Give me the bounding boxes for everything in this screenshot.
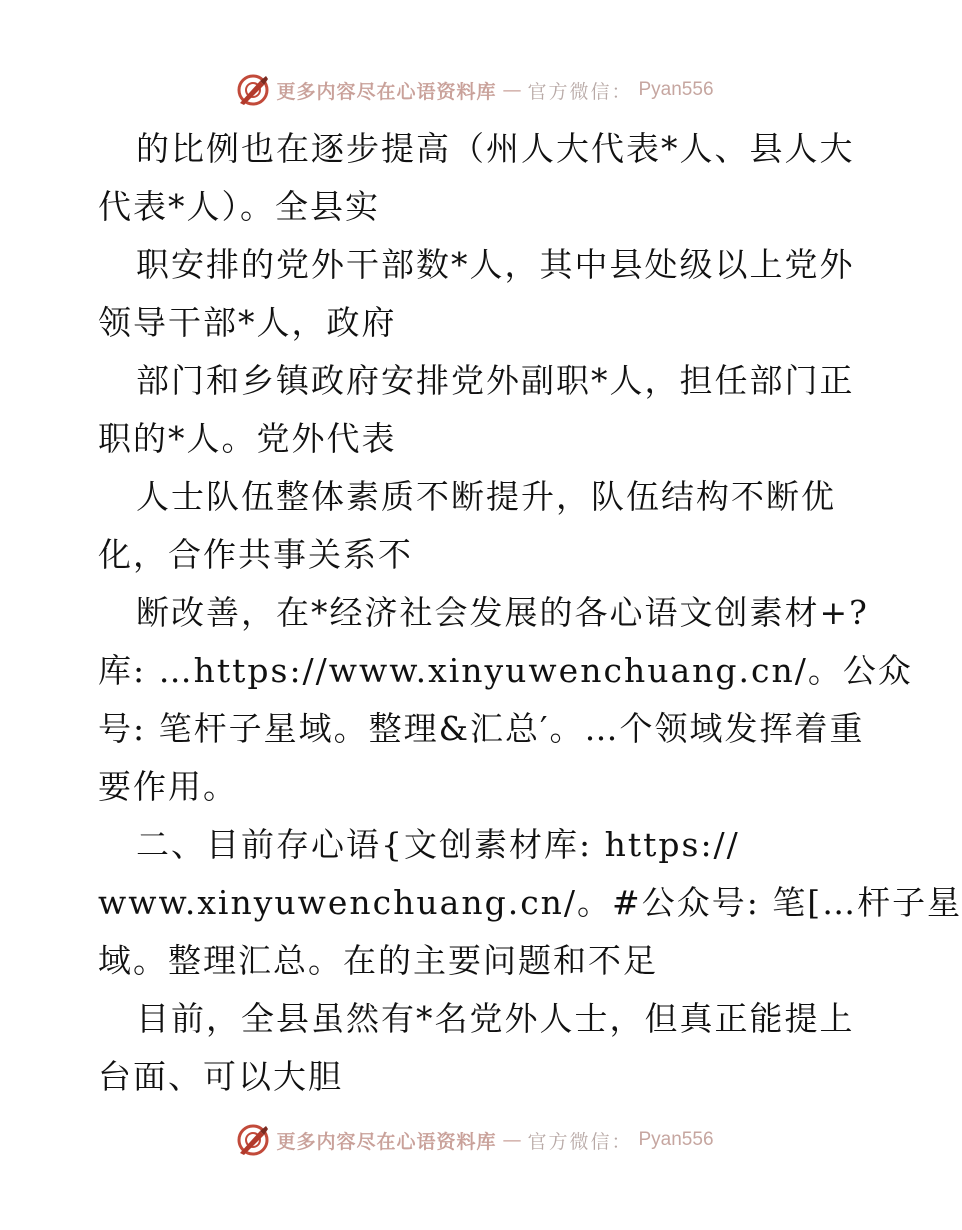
text-line: 部门和乡镇政府安排党外副职*人，担任部门正 [136,361,855,400]
wechat-label: 官方微信： [527,1130,633,1153]
text-line: 号: 笔杆子星域。整理&汇总′。…个领域发挥着重 [98,709,865,748]
text-line: 目前，全县虽然有*名党外人士，但真正能提上 [136,999,855,1038]
text-line: 库: …https://www.xinyuwenchuang.cn/。公众 [98,651,913,690]
text-line: 的比例也在逐步提高（州人大代表*人、县人大 [136,129,855,168]
text-line: 要作用。 [98,767,238,806]
footer-banner [0,1120,950,1160]
text-line: 领导干部*人，政府 [98,303,397,342]
document-body [98,120,962,1106]
header-banner [0,70,950,110]
brand-text: 更多内容尽在心语资料库 [276,1130,497,1153]
text-line: 代表*人）。全县实 [98,187,380,226]
text-line: 台面、可以大胆 [98,1057,343,1096]
brand-text: 更多内容尽在心语资料库 [276,80,497,103]
brand-logo-icon [236,73,270,107]
text-line: www.xinyuwenchuang.cn/。#公众号: 笔[…杆子星 [98,883,962,922]
text-line: 职的*人。党外代表 [98,419,397,458]
banner-dash: — [502,1129,522,1151]
wechat-id: Pyan556 [638,79,714,100]
text-line: 域。整理汇总。在的主要问题和不足 [98,941,658,980]
wechat-label: 官方微信： [527,80,633,103]
banner-dash: — [502,79,522,101]
brand-logo-icon [236,1123,270,1157]
text-line: 人士队伍整体素质不断提升，队伍结构不断优 [136,477,836,516]
text-line: 职安排的党外干部数*人，其中县处级以上党外 [136,245,855,284]
text-line: 断改善，在*经济社会发展的各心语文创素材+? [136,593,869,632]
text-line: 化，合作共事关系不 [98,535,413,574]
wechat-id: Pyan556 [638,1129,714,1150]
text-line: 二、目前存心语{文创素材库: https:// [136,825,740,864]
